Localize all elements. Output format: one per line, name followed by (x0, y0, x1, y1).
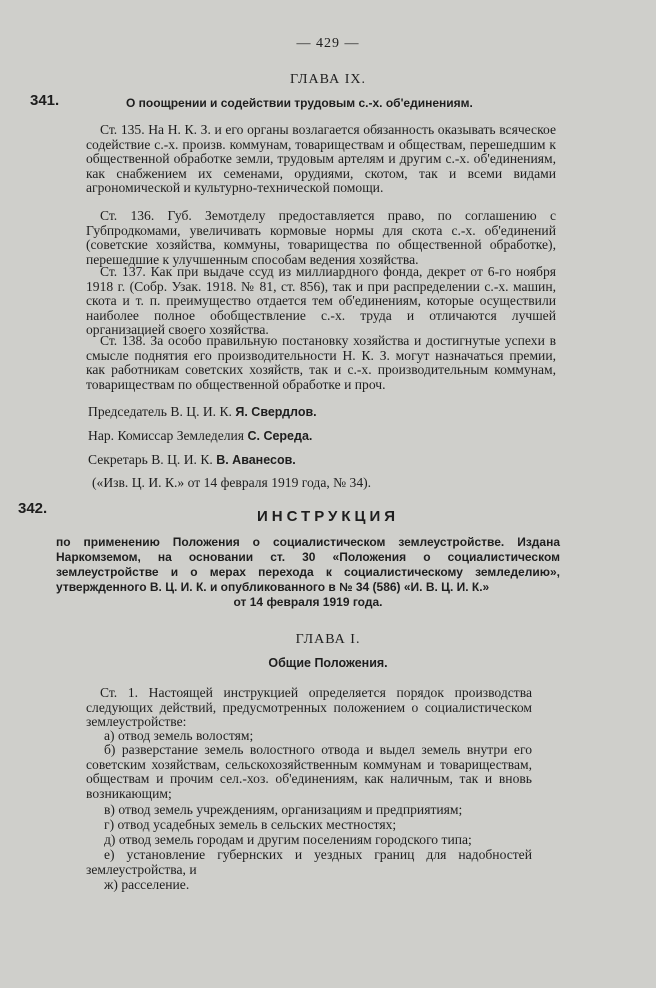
signature-chairman (88, 404, 317, 420)
instruction-title: ИНСТРУКЦИЯ (256, 508, 400, 525)
subtitle-text: по применению Положения о социалистическом землеустройстве. Издана Наркомземом, на основании ст. 30 «Положения о социалистическом землеустройстве и о мерах перехода к социалистическому земледелию», утвержденного В. Ц. И. К. и опубликованного в № 34 (586) «И. В. Ц. И. К.» (56, 535, 560, 594)
list-item-a: а) отвод земель волостям; (104, 728, 254, 743)
signature-name: В. Аванесов. (216, 453, 296, 467)
list-item-v: в) отвод земель учреждениям, организациям и предприятиям; (104, 802, 463, 817)
signature-role: Председатель В. Ц. И. К. (88, 404, 232, 419)
chapter-1-heading: Общие Положения. (268, 656, 388, 670)
signature-commissar (88, 428, 312, 444)
article-138: Ст. 138. За особо правильную постановку хозяйства и достигнутые успехи в смысле поднятия его производительности Н. К. З. могут назначаться премии, как работникам советских хозяйств, так и с.-х. производительным коммунам, товариществам по общественной обработке и проч. (86, 333, 556, 392)
signature-role: Секретарь В. Ц. И. К. (88, 452, 213, 467)
subtitle-date: от 14 февраля 1919 года. (233, 595, 383, 609)
list-item-b: б) разверстание земель волостного отвода и выдел земель внутри его советским хозяйствам, сельскохозяйственным коммунам и товариществам, обществам и прочим сел.-хоз. об'единениям, как наличным, так и вновь возникающим; (86, 742, 532, 801)
entry-number-341: 341. (30, 92, 60, 109)
page-number: — 429 — (296, 36, 360, 51)
list-item-zh: ж) расселение. (104, 877, 190, 892)
signature-role: Нар. Комиссар Земледелия (88, 428, 245, 443)
list-item-g: г) отвод усадебных земель в сельских местностях; (104, 817, 397, 832)
source-citation: («Изв. Ц. И. К.» от 14 февраля 1919 года, № 34). (92, 475, 372, 490)
chapter-9-title: ГЛАВА IX. (290, 72, 366, 87)
signature-name: Я. Свердлов. (235, 405, 317, 419)
article-135: Ст. 135. На Н. К. З. и его органы возлагается обязанность оказывать всяческое содействие с.-х. произв. коммунам, товариществам и обществам, перешедшим к общественной обработке земли, трудовым артелям и другим с.-х. об'единениям, как снабжением их семенами, орудиями, скотом, так и всеми видами агрономической и культурно-технической помощи. (86, 122, 556, 196)
signature-name: С. Середа. (247, 429, 313, 443)
chapter-1-title: ГЛАВА I. (295, 632, 361, 647)
signature-secretary (88, 452, 296, 468)
list-item-e: е) установление губернских и уездных границ для надобностей землеустройства, и (86, 847, 532, 877)
list-item-d: д) отвод земель городам и другим поселениям городского типа; (104, 832, 472, 847)
article-137: Ст. 137. Как при выдаче ссуд из миллиардного фонда, декрет от 6-го ноября 1918 г. (Собр. Узак. 1918. № 81, ст. 856), так и при распределении с.-х. машин, скота и т. п. преимущество отдается тем об'единениям, которые осуществили наиболее полное обобществление с.-х. труда и отличаются лучшей организацией своего хозяйства. (86, 264, 556, 338)
article-1: Ст. 1. Настоящей инструкцией определяется порядок производства следующих действий, предусмотренных положением о социалистическом землеустройстве: (86, 685, 532, 730)
instruction-subtitle (56, 535, 560, 610)
chapter-9-heading: О поощрении и содействии трудовым с.-х. об'единениям. (126, 96, 473, 110)
entry-number-342: 342. (18, 500, 48, 517)
article-136: Ст. 136. Губ. Земотделу предоставляется право, по соглашению с Губпродкомами, увеличивать кормовые нормы для скота с.-х. об'единений (советские хозяйства, коммуны, товарищества по общественной обработке), перешедшие к улучшенным способам ведения хозяйства. (86, 208, 556, 267)
